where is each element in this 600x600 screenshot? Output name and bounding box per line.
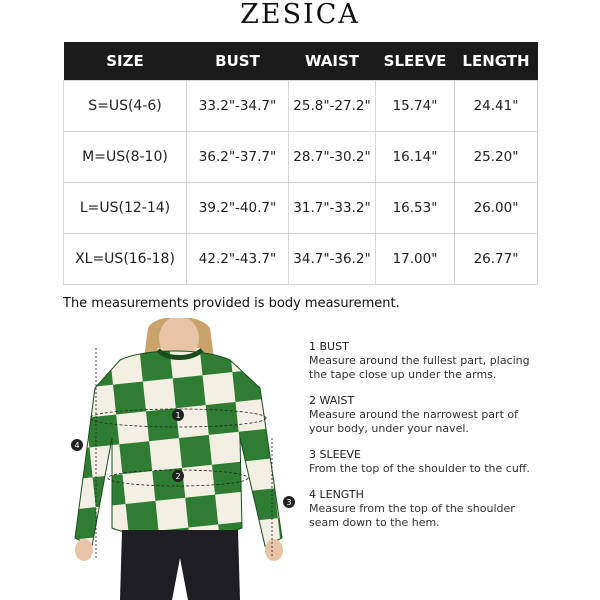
cell-size: S=US(4-6) [64, 81, 187, 132]
svg-text:2: 2 [175, 472, 181, 481]
model-jeans [120, 530, 240, 600]
cell-sleeve: 16.53" [376, 183, 455, 234]
cell-bust: 33.2"-34.7" [187, 81, 289, 132]
cell-length: 26.77" [455, 234, 538, 285]
table-row [64, 132, 538, 183]
table-row [64, 183, 538, 234]
header-sleeve: SLEEVE [376, 42, 455, 81]
cell-length: 24.41" [455, 81, 538, 132]
cell-bust: 36.2"-37.7" [187, 132, 289, 183]
step-bust [309, 340, 539, 382]
cell-waist: 31.7"-33.2" [289, 183, 376, 234]
cell-length: 26.00" [455, 183, 538, 234]
svg-text:4: 4 [74, 441, 80, 450]
model-photo [60, 318, 310, 600]
table-row [64, 234, 538, 285]
brand-logo: ZESICA [240, 0, 360, 30]
cell-bust: 39.2"-40.7" [187, 183, 289, 234]
step-waist [309, 394, 539, 436]
step-sleeve [309, 448, 539, 476]
marker-waist [172, 470, 184, 482]
svg-text:3: 3 [286, 498, 292, 507]
cell-length: 25.20" [455, 132, 538, 183]
step-length [309, 488, 539, 530]
cell-waist: 25.8"-27.2" [289, 81, 376, 132]
step-title: 1 BUST [309, 340, 349, 353]
header-size: SIZE [64, 42, 187, 81]
cell-sleeve: 17.00" [376, 234, 455, 285]
marker-sleeve [283, 496, 295, 508]
cell-waist: 28.7"-30.2" [289, 132, 376, 183]
marker-bust [172, 409, 184, 421]
cell-sleeve: 15.74" [376, 81, 455, 132]
measurement-note: The measurements provided is body measurement. [63, 296, 400, 311]
table-header-row [64, 42, 538, 81]
svg-text:1: 1 [175, 411, 181, 420]
header-waist: WAIST [289, 42, 376, 81]
cell-bust: 42.2"-43.7" [187, 234, 289, 285]
cell-size: M=US(8-10) [64, 132, 187, 183]
header-bust: BUST [187, 42, 289, 81]
step-description: From the top of the shoulder to the cuff. [309, 462, 530, 475]
marker-length [71, 439, 83, 451]
step-description: Measure around the narrowest part of your body, under your navel. [309, 408, 518, 435]
cell-size: L=US(12-14) [64, 183, 187, 234]
cell-size: XL=US(16-18) [64, 234, 187, 285]
step-description: Measure around the fullest part, placing the tape close up under the arms. [309, 354, 530, 381]
step-description: Measure from the top of the shoulder seam down to the hem. [309, 502, 515, 529]
table-row [64, 81, 538, 132]
size-chart-table [63, 42, 538, 285]
step-title: 3 SLEEVE [309, 448, 361, 461]
measurement-instructions [309, 340, 539, 542]
step-title: 2 WAIST [309, 394, 355, 407]
cell-sleeve: 16.14" [376, 132, 455, 183]
header-length: LENGTH [455, 42, 538, 81]
cell-waist: 34.7"-36.2" [289, 234, 376, 285]
step-title: 4 LENGTH [309, 488, 364, 501]
